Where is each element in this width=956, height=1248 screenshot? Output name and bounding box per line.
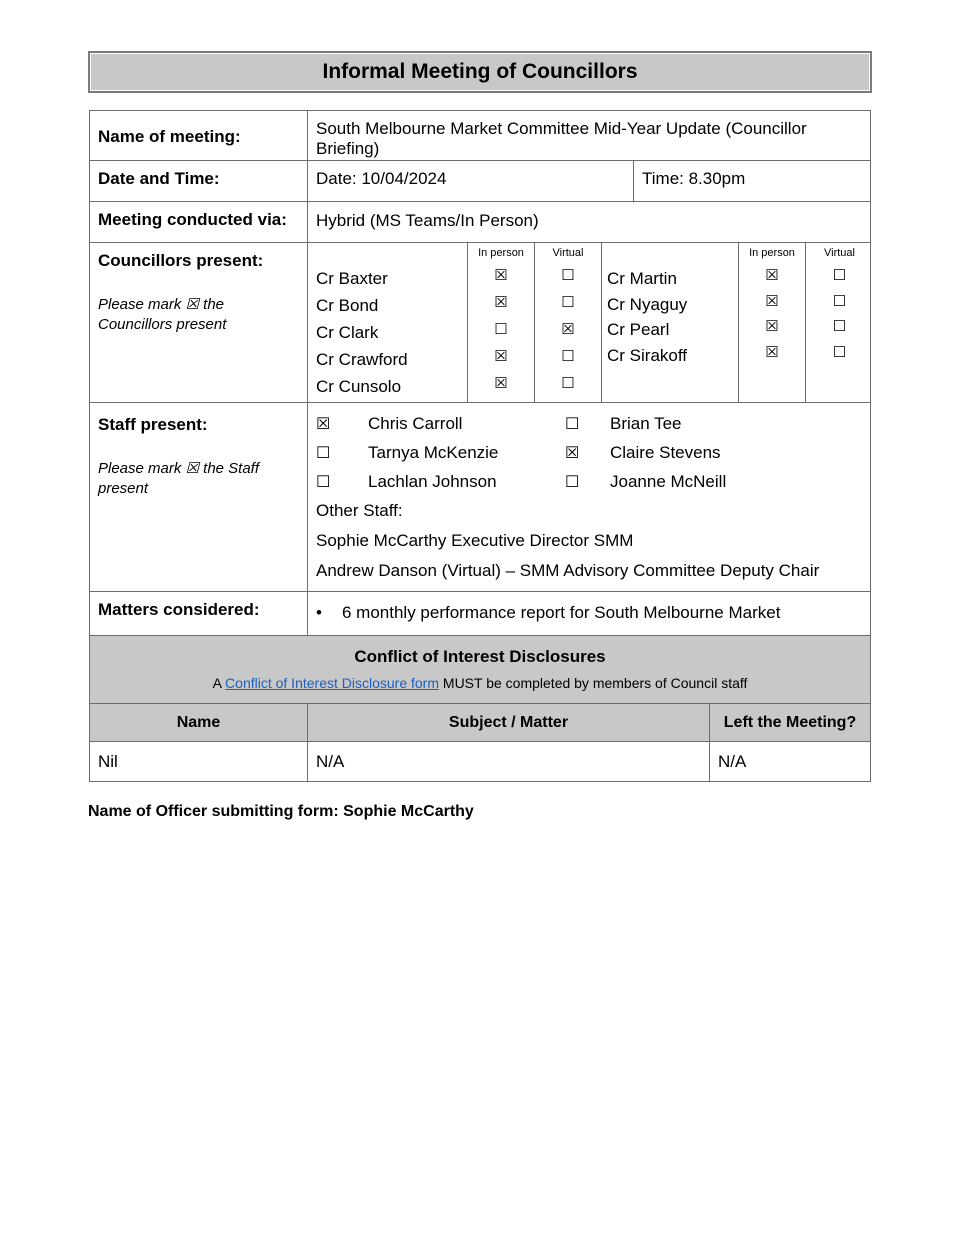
councillors-row [89, 243, 871, 403]
staff-name: Chris Carroll [368, 413, 463, 433]
councillor-name: Cr Bond [316, 296, 379, 315]
virtual-header: Virtual [552, 247, 584, 259]
staff-row-item [316, 467, 862, 496]
col-name-header: Name [90, 704, 308, 741]
councillor-name: Cr Clark [316, 323, 379, 342]
staff-row [89, 403, 871, 592]
staff-row-item [316, 438, 862, 467]
meeting-name-row [89, 110, 871, 161]
conflict-form-link[interactable]: Conflict of Interest Disclosure form [225, 675, 440, 691]
conducted-via-row [89, 202, 871, 243]
checkbox[interactable]: ☐ [561, 294, 575, 311]
staff-list [308, 403, 870, 591]
checkbox[interactable]: ☐ [316, 473, 331, 491]
conflict-table-header [89, 704, 871, 742]
councillors-note: Please mark ☒ the Councillors present [98, 296, 227, 333]
checkbox[interactable]: ☐ [565, 415, 580, 433]
checkbox[interactable]: ☐ [832, 343, 847, 361]
checkbox[interactable]: ☐ [832, 267, 847, 284]
matters-row [89, 592, 871, 636]
checkbox[interactable]: ☒ [765, 318, 779, 335]
staff-name: Claire Stevens [610, 442, 721, 462]
checkbox[interactable]: ☒ [561, 321, 575, 338]
councillor-name: Cr Martin [607, 269, 677, 288]
checkbox[interactable]: ☐ [561, 267, 575, 284]
time-value: Time: 8.30pm [642, 169, 746, 188]
checkbox[interactable]: ☒ [494, 267, 508, 284]
date-time-label: Date and Time: [90, 161, 308, 201]
col-subject-header: Subject / Matter [308, 704, 710, 741]
matters-label-cell [90, 592, 308, 635]
bullet: • [316, 603, 322, 622]
staff-name: Tarnya McKenzie [368, 442, 499, 462]
checkbox[interactable]: ☐ [832, 318, 847, 335]
councillor-name: Cr Sirakoff [607, 345, 687, 365]
meeting-name-value: South Melbourne Market Committee Mid-Year Update (Councillor Briefing) [316, 119, 807, 158]
checkbox[interactable]: ☐ [316, 444, 331, 462]
meeting-name-label: Name of meeting: [90, 111, 308, 160]
staff-label: Staff present: [98, 415, 208, 434]
in-person-header: In person [478, 247, 524, 259]
councillors-left-in-person [468, 243, 535, 402]
staff-row-item [316, 409, 862, 438]
conducted-via-value: Hybrid (MS Teams/In Person) [316, 211, 539, 230]
col-left-header: Left the Meeting? [723, 713, 857, 731]
matters-value [308, 592, 870, 635]
form-title: Informal Meeting of Councillors [88, 51, 872, 93]
councillors-right-in-person [739, 243, 806, 402]
checkbox[interactable]: ☐ [494, 321, 508, 338]
checkbox[interactable]: ☐ [832, 292, 847, 310]
other-staff-item: Sophie McCarthy Executive Director SMM [316, 531, 634, 550]
checkbox[interactable]: ☒ [494, 294, 508, 311]
staff-name: Joanne McNeill [610, 471, 727, 491]
other-staff-label: Other Staff: [316, 501, 403, 520]
conflict-subtitle: A Conflict of Interest Disclosure form MUST be completed by members of Council staff [212, 675, 748, 691]
councillor-name: Cr Cunsolo [316, 377, 402, 396]
checkbox[interactable]: ☐ [561, 375, 575, 392]
conflict-header [89, 636, 871, 704]
date-time-row [89, 161, 871, 202]
checkbox[interactable]: ☒ [494, 348, 508, 365]
date-value: Date: 10/04/2024 [308, 161, 634, 201]
staff-note: Please mark ☒ the Staff present [98, 460, 260, 497]
councillor-name: Cr Nyaguy [607, 294, 688, 314]
checkbox[interactable]: ☒ [565, 444, 580, 462]
cell-left: N/A [718, 751, 747, 771]
checkbox[interactable]: ☒ [316, 415, 331, 433]
submitting-officer: Name of Officer submitting form: Sophie McCarthy [88, 803, 474, 820]
checkbox[interactable]: ☐ [565, 473, 580, 491]
councillors-right-names [602, 243, 739, 402]
staff-name: Lachlan Johnson [368, 471, 497, 491]
meeting-table [89, 110, 871, 782]
councillor-name: Cr Baxter [316, 269, 388, 288]
conflict-title: Conflict of Interest Disclosures [354, 647, 606, 666]
in-person-header: In person [749, 247, 795, 259]
conducted-via-label: Meeting conducted via: [90, 202, 308, 242]
cell-name: Nil [90, 742, 308, 781]
councillor-name: Cr Pearl [607, 320, 670, 339]
checkbox[interactable]: ☒ [494, 375, 508, 392]
matters-label: Matters considered: [98, 600, 260, 619]
councillors-grid [308, 243, 873, 402]
checkbox[interactable]: ☒ [765, 267, 779, 284]
cell-subject: N/A [308, 742, 710, 781]
councillors-right-virtual [806, 243, 873, 402]
councillors-label-cell [90, 243, 308, 402]
virtual-header: Virtual [824, 247, 855, 259]
staff-name: Brian Tee [610, 413, 682, 433]
councillors-left-names [308, 243, 468, 402]
checkbox[interactable]: ☒ [765, 292, 779, 310]
checkbox[interactable]: ☐ [561, 348, 575, 365]
staff-label-cell [90, 403, 308, 591]
councillor-name: Cr Crawford [316, 350, 408, 369]
checkbox[interactable]: ☒ [765, 343, 779, 361]
conflict-table-row [89, 742, 871, 782]
councillors-left-virtual [535, 243, 602, 402]
other-staff-item: Andrew Danson (Virtual) – SMM Advisory Committee Deputy Chair [316, 561, 820, 580]
matter-item: 6 monthly performance report for South Melbourne Market [342, 603, 781, 622]
councillors-label: Councillors present: [98, 251, 264, 270]
